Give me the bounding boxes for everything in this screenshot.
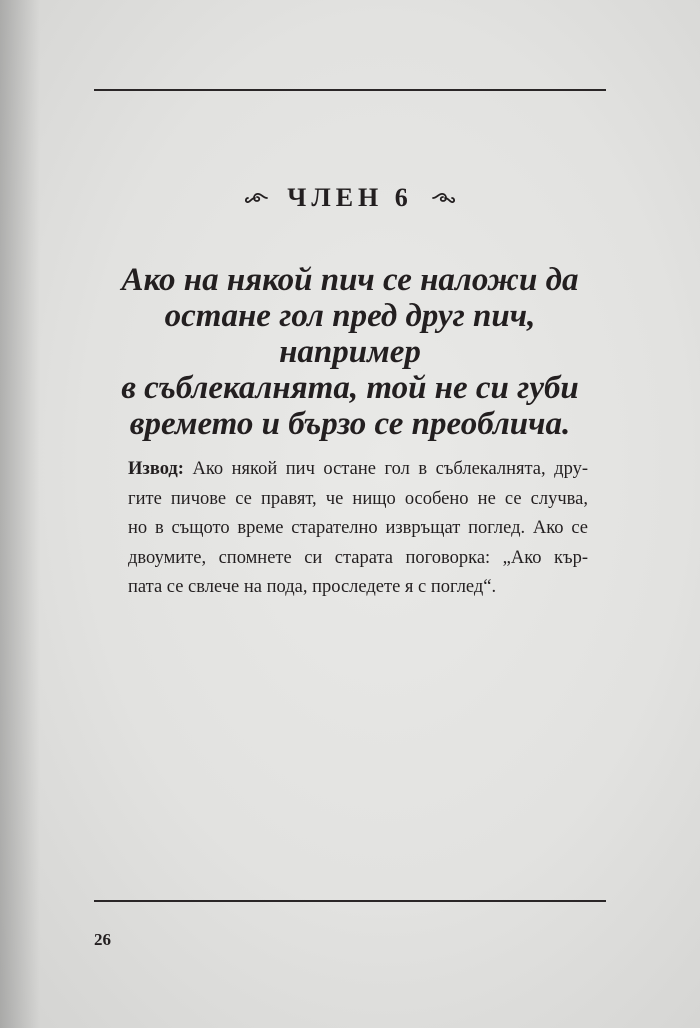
rule-line: Ако на някой пич се наложи да — [121, 262, 579, 298]
rule-statement — [94, 262, 606, 442]
scroll-ornament-left-icon — [245, 189, 269, 207]
page-edge-shadow — [0, 0, 40, 1028]
article-title: ЧЛЕН 6 — [287, 183, 413, 212]
bottom-rule — [94, 900, 606, 902]
paragraph-line — [128, 455, 588, 485]
paragraph-line: пата се свлече на пода, проследете я с поглед“. — [128, 577, 497, 597]
conclusion-label: Извод: — [128, 459, 184, 479]
rule-line: остане гол пред друг пич, например — [164, 298, 536, 370]
paragraph-line: гите пичове се правят, че нищо особено не се случва, — [128, 488, 588, 509]
page-number: 26 — [94, 930, 111, 949]
conclusion-paragraph — [128, 455, 588, 603]
rule-line: в съблекалнята, той не си губи — [121, 370, 579, 406]
rule-line: времето и бързо се преоблича. — [129, 406, 571, 442]
top-rule — [94, 89, 606, 91]
scroll-ornament-right-icon — [431, 189, 455, 207]
paragraph-line: но в същото време старателно извръщат поглед. Ако се — [128, 518, 588, 538]
paragraph-line-text: Ако някой пич остане гол в съблекалнята, дру- — [183, 459, 588, 479]
paragraph-line: двоумите, спомнете си старата поговорка: „Ако кър- — [128, 547, 588, 568]
article-heading — [94, 178, 606, 218]
